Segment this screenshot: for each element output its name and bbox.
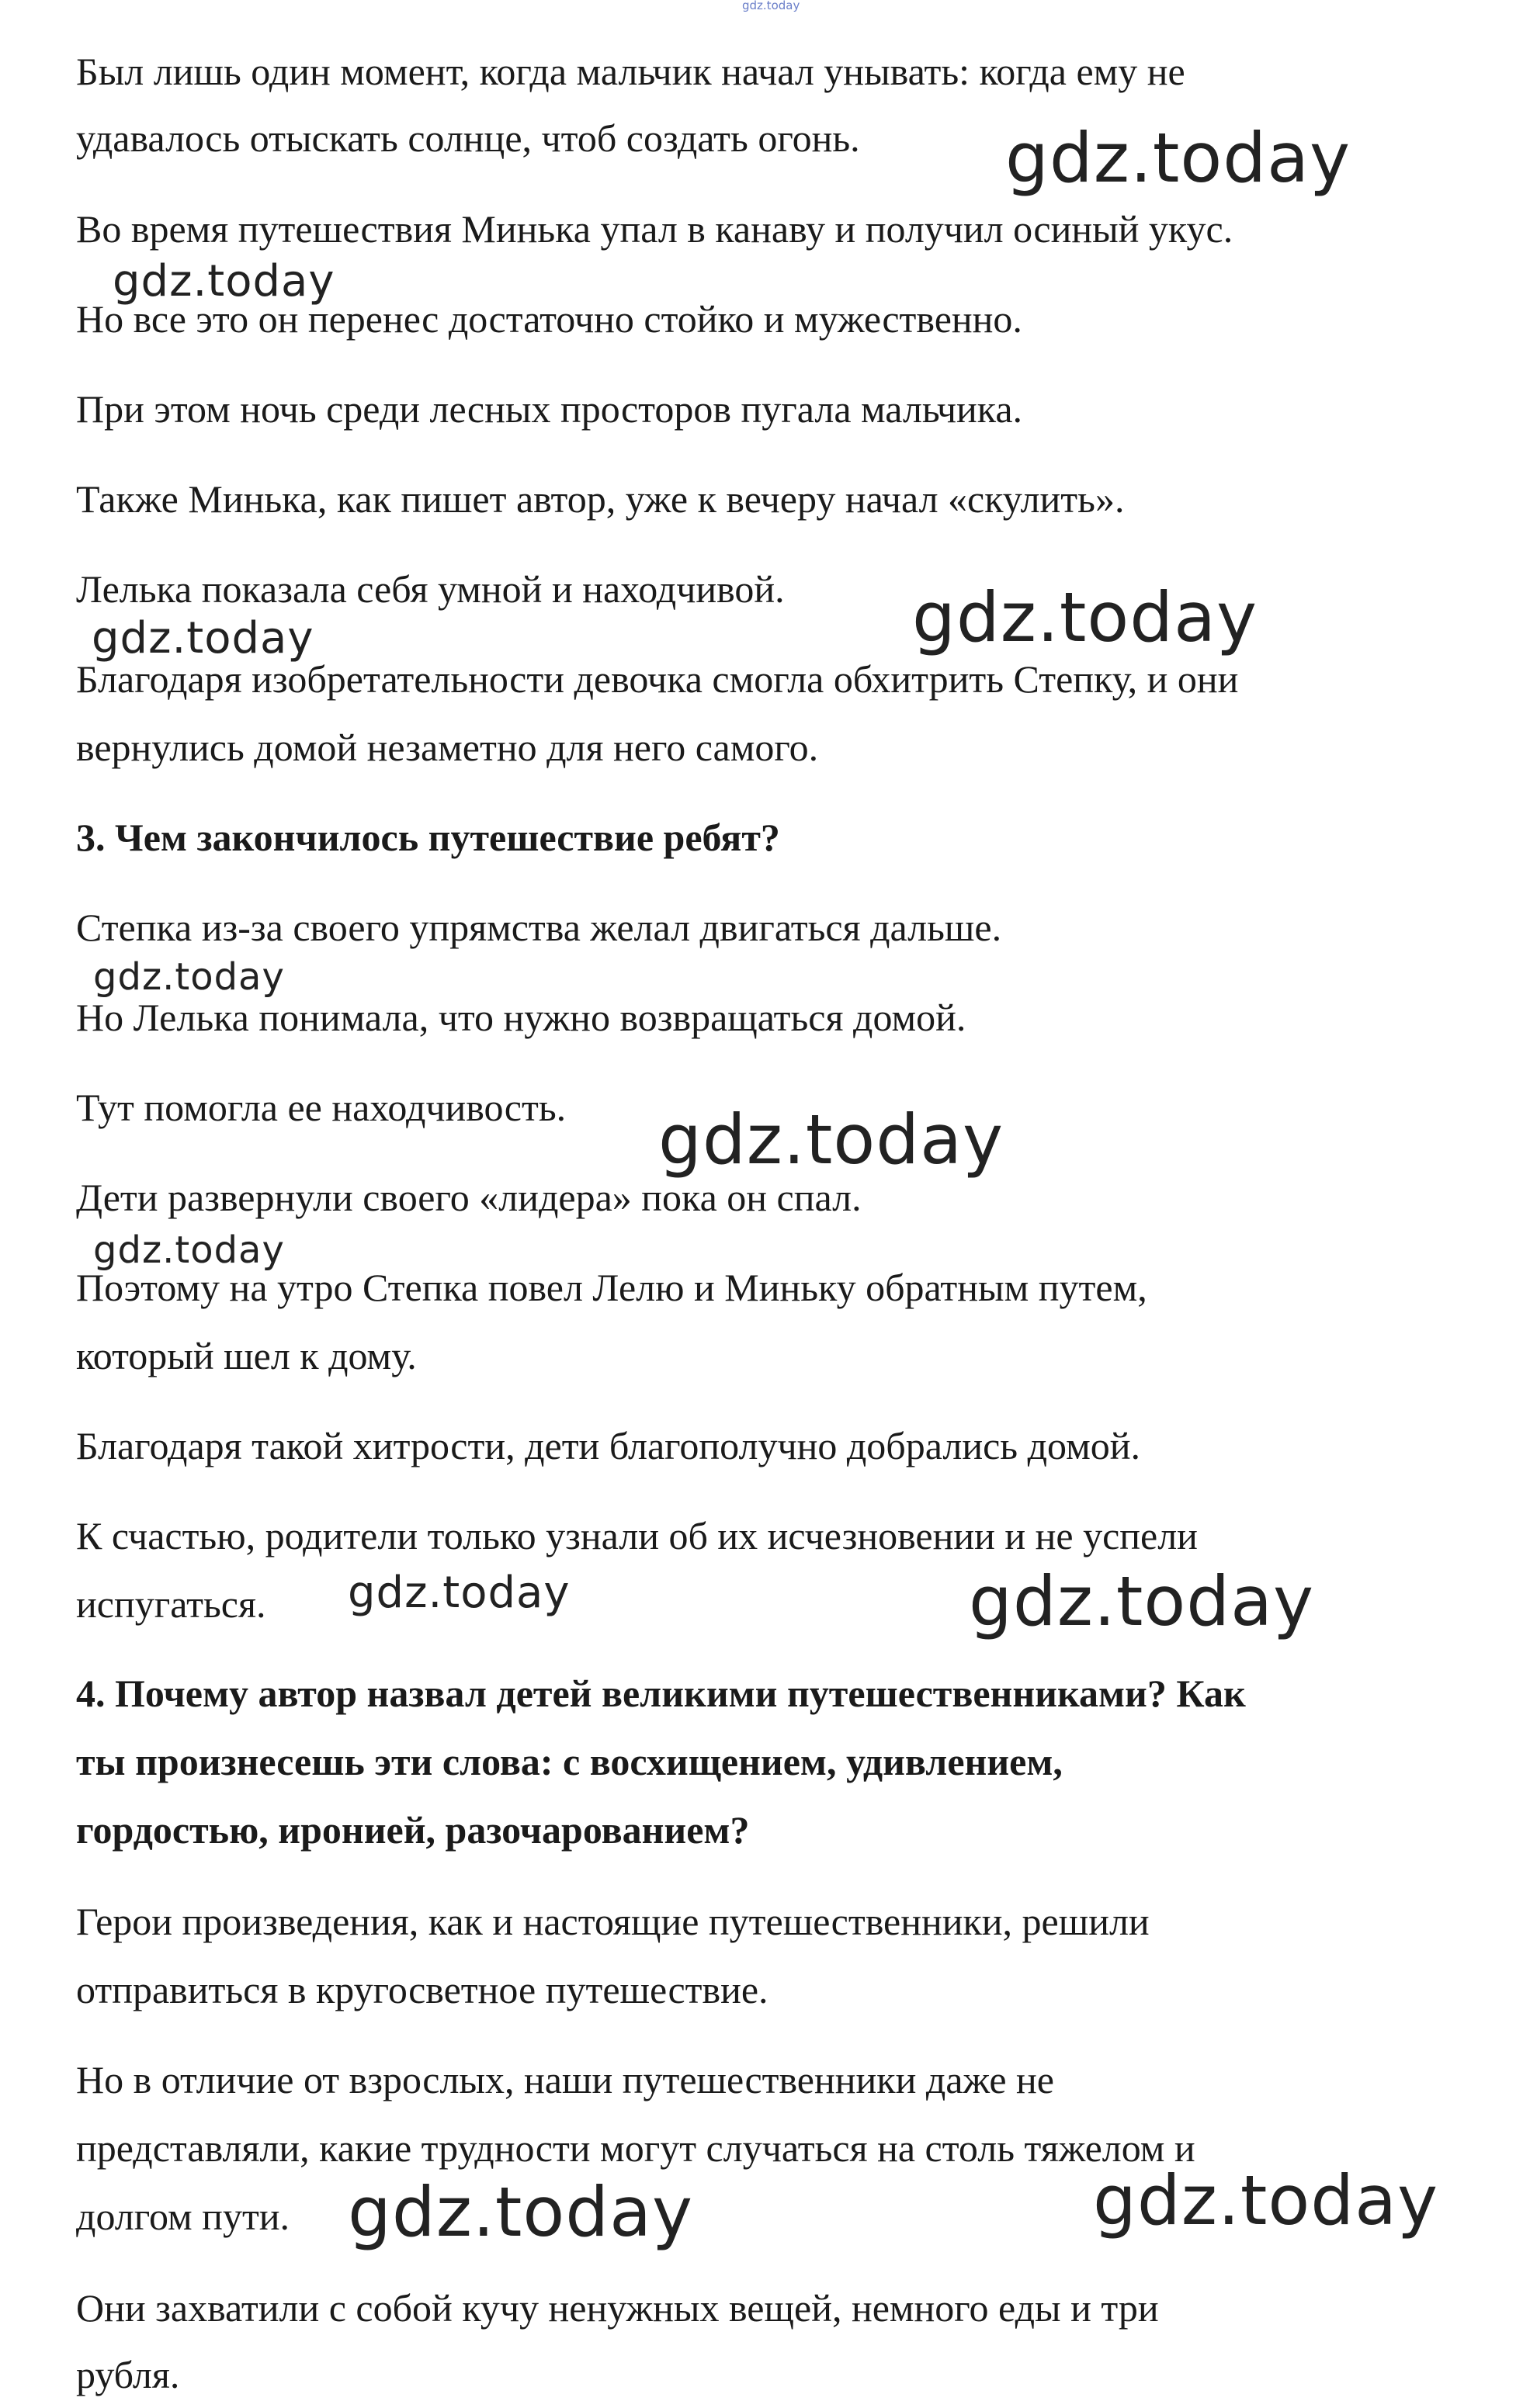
text-line: вернулись домой незаметно для него самого. [76,726,819,769]
text-line: рубля. [76,2353,180,2396]
watermark-top: gdz.today [742,0,800,12]
text-line: Дети развернули своего «лидера» пока он спал. [76,1176,862,1219]
text-line: удавалось отыскать солнце, чтоб создать огонь. [76,116,860,160]
text-line: представляли, какие трудности могут случаться на столь тяжелом и [76,2126,1195,2170]
watermark: gdz.today [348,1568,571,1618]
text-line: Но все это он перенес достаточно стойко и мужественно. [76,297,1022,341]
text-line: Степка из-за своего упрямства желал двигаться дальше. [76,906,1002,949]
watermark: gdz.today [113,256,335,307]
text-line: При этом ночь среди лесных просторов пугала мальчика. [76,387,1023,431]
watermark: gdz.today [658,1100,1004,1180]
text-line: Герои произведения, как и настоящие путешественники, решили [76,1900,1150,1943]
text-line: Лелька показала себя умной и находчивой. [76,567,785,611]
text-line: Во время путешествия Минька упал в канаву и получил осиный укус. [76,207,1233,251]
watermark: gdz.today [969,1561,1315,1641]
text-line: который шел к дому. [76,1334,417,1377]
text-line: испугаться. [76,1582,266,1626]
text-line: Был лишь один момент, когда мальчик начал унывать: когда ему не [76,50,1185,93]
watermark: gdz.today [1093,2160,1439,2240]
watermark: gdz.today [1005,118,1351,198]
text-line: К счастью, родители только узнали об их исчезновении и не успели [76,1514,1198,1557]
question-heading: 4. Почему автор назвал детей великими путешественниками? Как [76,1672,1246,1715]
text-line: Но Лелька понимала, что нужно возвращаться домой. [76,996,966,1039]
watermark: gdz.today [92,613,314,663]
text-line: Благодаря изобретательности девочка смогла обхитрить Степку, и они [76,657,1239,701]
question-heading: ты произнесешь эти слова: с восхищением, удивлением, [76,1740,1063,1783]
question-heading: гордостью, иронией, разочарованием? [76,1808,750,1852]
text-line: Они захватили с собой кучу ненужных вещей, немного еды и три [76,2286,1159,2330]
text-line: отправиться в кругосветное путешествие. [76,1968,768,2011]
watermark: gdz.today [93,955,285,999]
text-line: долгом пути. [76,2195,290,2238]
text-line: Но в отличие от взрослых, наши путешественники даже не [76,2058,1054,2101]
text-line: Благодаря такой хитрости, дети благополучно добрались домой. [76,1424,1140,1467]
text-line: Поэтому на утро Степка повел Лелю и Миньку обратным путем, [76,1266,1147,1309]
text-line: Тут помогла ее находчивость. [76,1086,567,1129]
watermark: gdz.today [348,2172,694,2252]
watermark: gdz.today [93,1228,285,1272]
question-heading: 3. Чем закончилось путешествие ребят? [76,816,780,859]
text-line: Также Минька, как пишет автор, уже к вечеру начал «скулить». [76,477,1125,521]
watermark: gdz.today [912,577,1258,657]
